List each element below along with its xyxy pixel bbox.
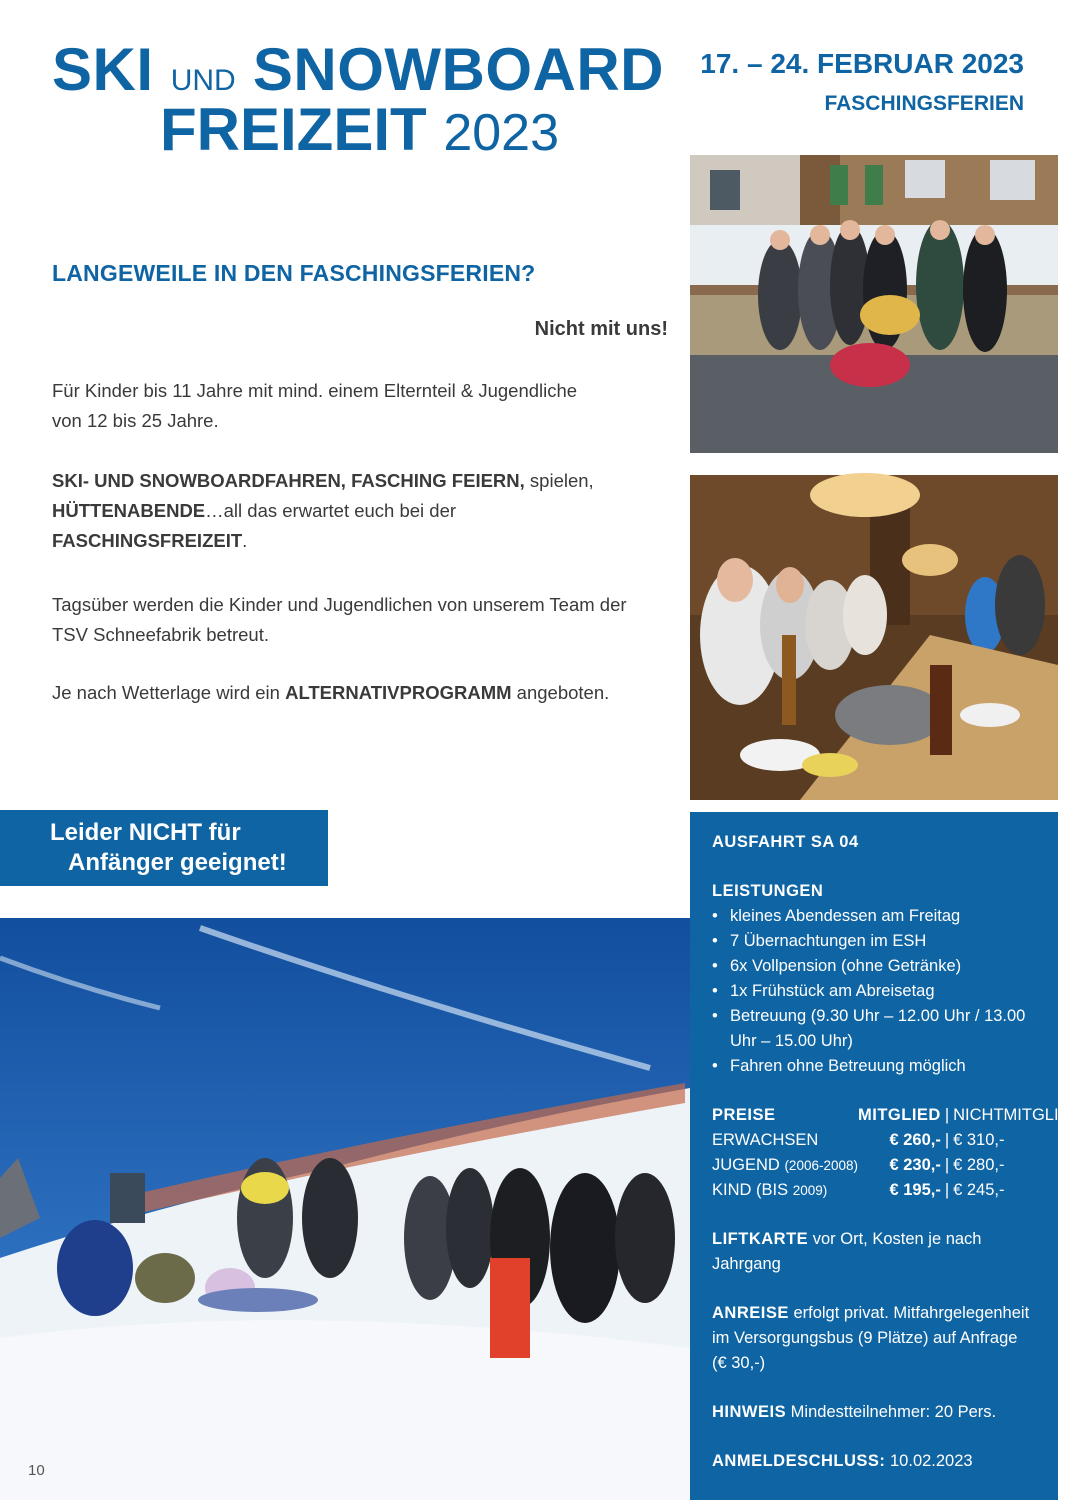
liftkarte-label: LIFTKARTE: [712, 1230, 809, 1248]
member-price: € 260,-: [889, 1131, 941, 1149]
intro-headline: LANGEWEILE IN DEN FASCHINGSFERIEN?: [52, 260, 536, 286]
price-category: JUGEND: [712, 1156, 780, 1174]
date-subtitle: FASCHINGSFERIEN: [824, 92, 1024, 115]
page-title: [52, 36, 672, 163]
intro-subline: Nicht mit uns!: [534, 318, 668, 340]
price-years: (2006-2008): [784, 1158, 858, 1173]
hinweis-text: Mindestteilnehmer: 20 Pers.: [786, 1403, 997, 1421]
paragraph-supervision: [52, 590, 672, 650]
alternative-text-2: angeboten.: [511, 682, 610, 703]
banner-line-1: Leider NICHT für: [50, 819, 241, 846]
anreise-section: [712, 1301, 1036, 1376]
date-range: 17. – 24. FEBRUAR 2023: [700, 48, 1024, 79]
activities-text-2: …all das erwartet euch bei der: [205, 500, 457, 521]
activities-text-1: spielen,: [524, 470, 594, 491]
beginner-warning-banner: [0, 810, 328, 886]
paragraph-audience: [52, 376, 672, 436]
price-category: ERWACHSEN: [712, 1131, 819, 1149]
liftkarte-section: [712, 1227, 1036, 1277]
table-row: [712, 1178, 1081, 1203]
mitglied-label: MITGLIED: [858, 1106, 941, 1124]
anmeldeschluss-label: ANMELDESCHLUSS:: [712, 1452, 886, 1470]
nonmember-price: € 245,-: [953, 1181, 1005, 1199]
title-year: 2023: [443, 104, 560, 162]
banner-line-2: Anfänger geeignet!: [68, 849, 287, 876]
supervision-line-1: Tagsüber werden die Kinder und Jugendlichen von unserem Team der: [52, 594, 627, 615]
ski-slope-photo: [0, 918, 690, 1500]
page-number: 10: [28, 1462, 45, 1479]
table-header: [712, 1103, 1081, 1128]
info-panel: [690, 812, 1081, 1500]
leistungen-label: LEISTUNGEN: [712, 882, 824, 900]
table-row: [712, 1128, 1081, 1153]
title-snowboard: SNOWBOARD: [252, 36, 665, 103]
list-item: • 1x Frühstück am Abreisetag: [712, 979, 1036, 1004]
event-date: [700, 48, 1024, 116]
column-divider: |: [944, 1131, 950, 1149]
title-und: UND: [170, 64, 236, 97]
activities-text-3: .: [242, 530, 248, 551]
anreise-label: ANREISE: [712, 1304, 789, 1322]
list-item: • 7 Übernachtungen im ESH: [712, 929, 1036, 954]
price-category: KIND (BIS: [712, 1181, 789, 1199]
list-item: • kleines Abendessen am Freitag: [712, 904, 1036, 929]
group-photo-house: [690, 155, 1058, 453]
dinner-photo: [690, 475, 1058, 800]
alternative-bold: ALTERNATIVPROGRAMM: [285, 682, 512, 703]
audience-line-1: Für Kinder bis 11 Jahre mit mind. einem Elternteil & Jugendliche: [52, 380, 578, 401]
price-years: 2009): [792, 1183, 828, 1198]
list-item: • Fahren ohne Betreuung möglich: [712, 1054, 1036, 1079]
supervision-line-2: TSV Schneefabrik betreut.: [52, 624, 269, 645]
hinweis-label: HINWEIS: [712, 1403, 787, 1421]
table-row: [712, 1153, 1081, 1178]
alternative-text-1: Je nach Wetterlage wird ein: [52, 682, 286, 703]
paragraph-activities: [52, 466, 672, 556]
audience-line-2: von 12 bis 25 Jahre.: [52, 410, 219, 431]
activities-bold-3: FASCHINGSFREIZEIT: [52, 530, 243, 551]
activities-bold-2: HÜTTENABENDE: [52, 500, 206, 521]
column-divider: |: [944, 1106, 950, 1124]
nichtmitglied-label: NICHTMITGLIED: [953, 1106, 1081, 1124]
anreise-text: erfolgt privat. Mitfahrgelegenheit im Versorgungsbus (9 Plätze) auf Anfrage (€ 30,-): [712, 1304, 1030, 1372]
list-item: • Betreuung (9.30 Uhr – 12.00 Uhr / 13.00 Uhr – 15.00 Uhr): [712, 1004, 1036, 1054]
nonmember-price: € 310,-: [953, 1131, 1005, 1149]
member-price: € 195,-: [889, 1181, 941, 1199]
prices-section: [712, 1103, 1081, 1203]
title-ski: SKI: [52, 36, 154, 103]
ausfahrt-label: AUSFAHRT SA 04: [712, 833, 859, 851]
column-divider: |: [944, 1181, 950, 1199]
hinweis-section: [712, 1400, 1036, 1425]
nonmember-price: € 280,-: [953, 1156, 1005, 1174]
liftkarte-text: vor Ort, Kosten je nach Jahrgang: [712, 1230, 982, 1273]
activities-bold-1: SKI- UND SNOWBOARDFAHREN, FASCHING FEIERN,: [52, 470, 525, 491]
list-item: • 6x Vollpension (ohne Getränke): [712, 954, 1036, 979]
prices-table: [712, 1103, 1081, 1203]
leistungen-list: [712, 904, 1036, 1079]
preise-label: PREISE: [712, 1106, 776, 1124]
column-divider: |: [944, 1156, 950, 1174]
anmeldeschluss-section: [712, 1449, 1036, 1474]
paragraph-alternative: [52, 678, 672, 708]
member-price: € 230,-: [889, 1156, 941, 1174]
anmeldeschluss-text: 10.02.2023: [885, 1452, 973, 1470]
leistungen-section: [712, 879, 1036, 1079]
title-freizeit: FREIZEIT: [160, 96, 427, 163]
